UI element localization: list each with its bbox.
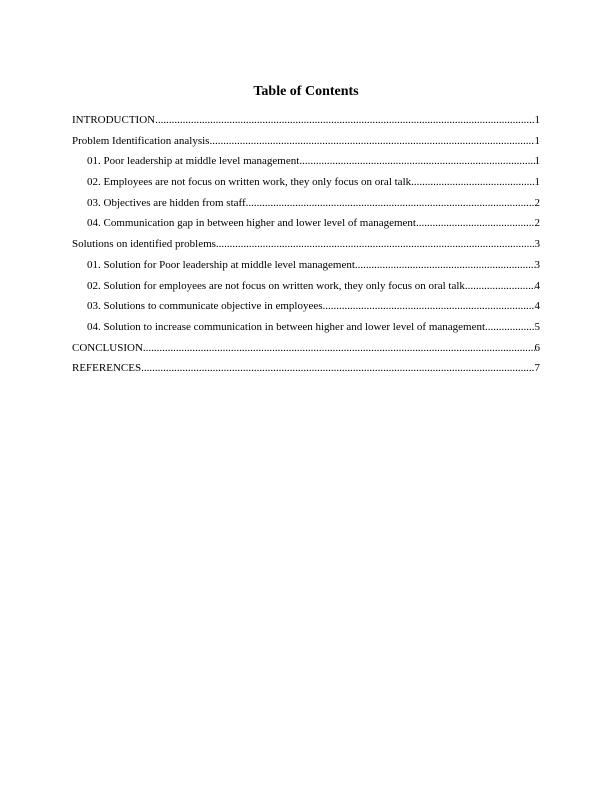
dot-leader	[465, 279, 535, 293]
toc-title: Table of Contents	[253, 84, 359, 99]
toc-entry-label: 01. Poor leadership at middle level management	[87, 155, 300, 168]
toc-entry-page-number: 1	[534, 155, 540, 168]
toc-entry-label: 04. Communication gap in between higher and lower level of management	[87, 217, 416, 230]
toc-entry-page-number: 3	[534, 238, 540, 251]
toc-entry-solution-leadership[interactable]	[72, 258, 540, 279]
dot-leader	[411, 175, 534, 189]
toc-entry-page-number: 2	[534, 196, 540, 209]
toc-entry-solution-communication[interactable]	[72, 320, 540, 341]
toc-entry-solution-written-work[interactable]	[72, 279, 540, 300]
dot-leader	[143, 341, 535, 355]
toc-entry-page-number: 2	[534, 217, 540, 230]
toc-entry-label: 02. Employees are not focus on written work, they only focus on oral talk	[87, 176, 412, 189]
toc-entry-label: 03. Objectives are hidden from staff	[87, 196, 246, 209]
dot-leader	[209, 134, 534, 148]
toc-entry-label: 02. Solution for employees are not focus on written work, they only focus on oral talk	[87, 279, 465, 292]
toc-entry-label: Problem Identification analysis	[72, 134, 210, 147]
toc-entry-page-number: 6	[534, 341, 540, 354]
toc-entry-label: 01. Solution for Poor leadership at middle level management	[87, 258, 355, 271]
toc-entry-page-number: 4	[534, 279, 540, 292]
toc-entry-label: REFERENCES	[72, 362, 142, 375]
toc-entry-label: 03. Solutions to communicate objective in employees	[87, 300, 323, 313]
toc-entry-communication-gap[interactable]	[72, 216, 540, 237]
toc-entry-page-number: 1	[534, 114, 540, 126]
toc-entry-solution-objectives[interactable]	[72, 299, 540, 320]
dot-leader	[141, 361, 534, 375]
dot-leader	[299, 154, 534, 168]
dot-leader	[485, 320, 534, 334]
dot-leader	[416, 216, 535, 230]
toc-entry-page-number: 3	[534, 258, 540, 271]
table-of-contents	[72, 113, 540, 382]
toc-entry-page-number: 7	[534, 362, 540, 375]
toc-entry-references[interactable]	[72, 361, 540, 382]
toc-entry-oral-talk[interactable]	[72, 175, 540, 196]
dot-leader	[355, 258, 535, 272]
toc-entry-poor-leadership[interactable]	[72, 154, 540, 175]
toc-entry-page-number: 4	[534, 300, 540, 313]
toc-entry-label: 04. Solution to increase communication in between higher and lower level of management	[87, 320, 486, 333]
toc-entry-page-number: 1	[534, 176, 540, 189]
toc-entry-label: INTRODUCTION	[72, 114, 156, 126]
dot-leader	[246, 196, 535, 210]
toc-entry-page-number: 1	[534, 134, 540, 147]
toc-entry-label: CONCLUSION	[72, 341, 143, 354]
toc-entry-solutions[interactable]	[72, 237, 540, 258]
dot-leader	[323, 299, 535, 313]
toc-entry-label: Solutions on identified problems	[72, 238, 216, 251]
toc-entry-introduction[interactable]	[72, 113, 540, 134]
toc-entry-hidden-objectives[interactable]	[72, 196, 540, 217]
toc-entry-conclusion[interactable]	[72, 341, 540, 362]
toc-entry-page-number: 5	[534, 320, 540, 333]
dot-leader	[216, 237, 535, 251]
dot-leader	[155, 113, 534, 127]
toc-entry-problem-identification[interactable]	[72, 134, 540, 155]
